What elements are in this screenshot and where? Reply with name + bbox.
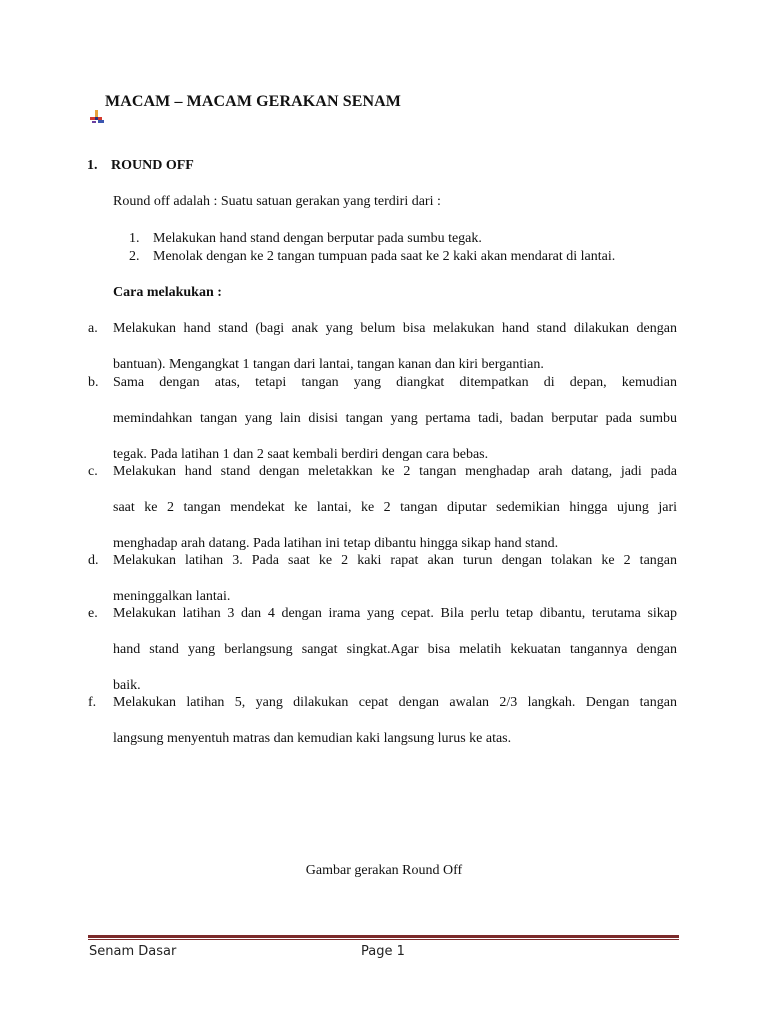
item-line: saat ke 2 tangan mendekat ke lantai, ke 2 tangan diputar sedemikian hingga ujung jari xyxy=(113,500,677,515)
item-line: Melakukan hand stand dengan meletakkan ke 2 tangan menghadap arah datang, jadi pada xyxy=(113,464,677,479)
item-body xyxy=(113,320,677,374)
item-line: memindahkan tangan yang lain disisi tangan yang pertama tadi, badan berputar pada sumbu xyxy=(113,411,677,426)
footer-document-name: Senam Dasar xyxy=(89,944,177,959)
item-line: tegak. Pada latihan 1 dan 2 saat kembali berdiri dengan cara bebas. xyxy=(113,447,489,462)
step-item xyxy=(113,230,615,248)
item-body xyxy=(113,552,677,606)
item-body xyxy=(113,374,677,464)
footer-page-number: Page 1 xyxy=(361,944,405,959)
steps-list xyxy=(113,230,615,266)
item-line: baik. xyxy=(113,678,141,693)
step-item xyxy=(113,248,615,266)
item-mark: c. xyxy=(88,464,98,479)
item-body xyxy=(113,463,677,553)
item-line: menghadap arah datang. Pada latihan ini tetap dibantu hingga sikap hand stand. xyxy=(113,536,559,551)
item-line: Melakukan latihan 5, yang dilakukan cepat dengan awalan 2/3 langkah. Dengan tangan xyxy=(113,695,677,710)
item-line: hand stand yang berlangsung sangat singkat.Agar bisa melatih kekuatan tangannya dengan xyxy=(113,642,677,657)
item-line: Melakukan hand stand (bagi anak yang belum bisa melakukan hand stand dilakukan dengan xyxy=(113,321,677,336)
item-line: meninggalkan lantai. xyxy=(113,589,231,604)
item-line: bantuan). Mengangkat 1 tangan dari lantai, tangan kanan dan kiri bergantian. xyxy=(113,357,544,372)
item-line: Sama dengan atas, tetapi tangan yang diangkat ditempatkan di depan, kemudian xyxy=(113,375,677,390)
step-text: Menolak dengan ke 2 tangan tumpuan pada saat ke 2 kaki akan mendarat di lantai. xyxy=(153,249,616,264)
item-body xyxy=(113,605,677,695)
cross-bullet-icon xyxy=(90,110,106,126)
item-line: Melakukan latihan 3 dan 4 dengan irama yang cepat. Bila perlu tetap dibantu, terutama sikap xyxy=(113,606,677,621)
figure-caption: Gambar gerakan Round Off xyxy=(305,863,463,878)
footer-divider xyxy=(88,935,679,940)
item-body xyxy=(113,694,677,748)
item-mark: e. xyxy=(88,606,98,621)
item-line: langsung menyentuh matras dan kemudian kaki langsung lurus ke atas. xyxy=(113,731,512,746)
section-number: 1. xyxy=(87,158,98,173)
step-number: 2. xyxy=(129,249,140,264)
section-title: ROUND OFF xyxy=(111,158,194,173)
intro-paragraph: Round off adalah : Suatu satuan gerakan yang terdiri dari : xyxy=(113,194,441,209)
cara-heading: Cara melakukan : xyxy=(113,285,222,300)
document-title: MACAM – MACAM GERAKAN SENAM xyxy=(105,93,401,110)
item-mark: a. xyxy=(88,321,98,336)
step-number: 1. xyxy=(129,231,140,246)
section-heading xyxy=(87,158,194,174)
item-line: Melakukan latihan 3. Pada saat ke 2 kaki rapat akan turun dengan tolakan ke 2 tangan xyxy=(113,553,677,568)
footer-divider-thick xyxy=(88,935,679,938)
footer-divider-thin xyxy=(88,939,679,940)
item-mark: d. xyxy=(88,553,99,568)
item-mark: b. xyxy=(88,375,99,390)
step-text: Melakukan hand stand dengan berputar pada sumbu tegak. xyxy=(153,231,482,246)
title-block xyxy=(90,93,690,129)
item-mark: f. xyxy=(88,695,97,710)
